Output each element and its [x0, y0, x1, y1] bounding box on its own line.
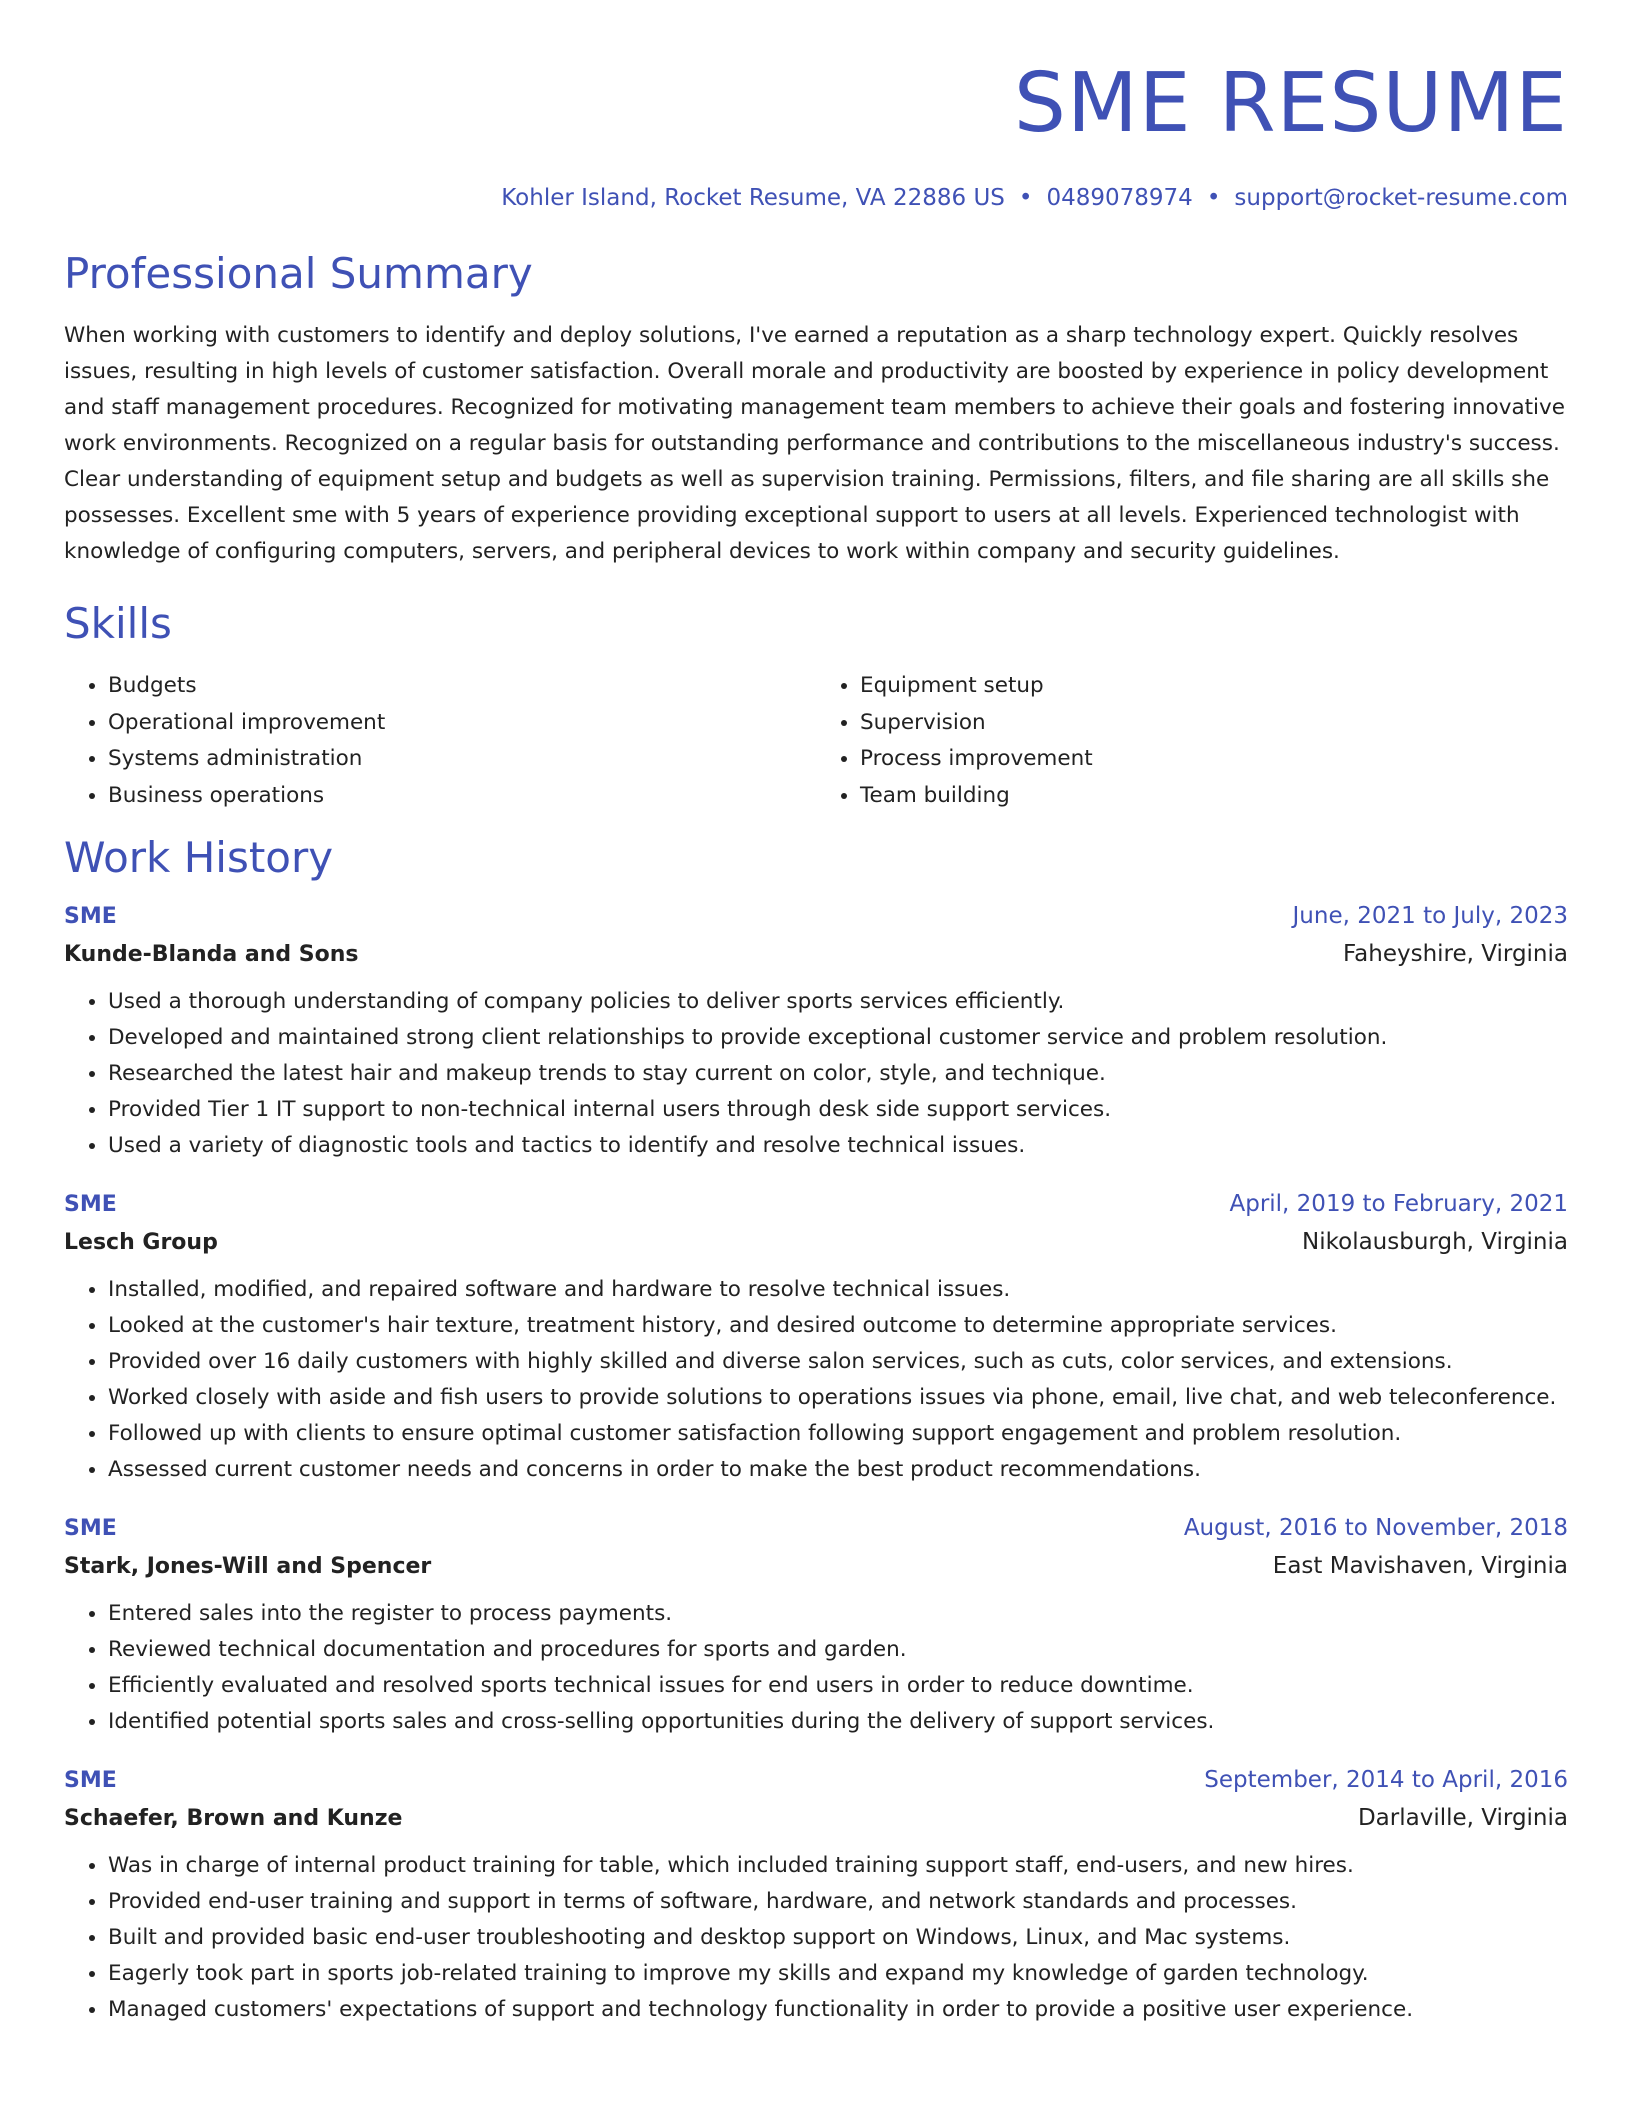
job-location: Nikolausburgh, Virginia: [1302, 1229, 1568, 1255]
job-bullet: • Efficiently evaluated and resolved sports technical issues for end users in order to reduce downtime.: [108, 1668, 1568, 1704]
skills-column-right: [816, 668, 1568, 814]
contact-separator: •: [1018, 185, 1033, 211]
job-company: Stark, Jones-Will and Spencer: [64, 1554, 432, 1579]
job-company: Schaefer, Brown and Kunze: [64, 1806, 403, 1831]
summary-text: When working with customers to identify and deploy solutions, I've earned a reputation as a sharp technology expert. Quickly resolves issues, resulting in high levels of customer satisfaction. Overall morale and productivity are boosted by experience in policy development and staff management procedures. Recognized for motivating management team members to achieve their goals and fostering innovative work environments. Recognized on a regular basis for outstanding performance and contributions to the miscellaneous industry's success. Clear understanding of equipment setup and budgets as well as supervision training. Permissions, filters, and file sharing are all skills she possesses. Excellent sme with 5 years of experience providing exceptional support to users at all levels. Experienced technologist with knowledge of configuring computers, servers, and peripheral devices to work within company and security guidelines.: [64, 323, 1565, 564]
job-bullet: • Eagerly took part in sports job-related training to improve my skills and expand my knowledge of garden technology.: [108, 1956, 1568, 1992]
skills-column-left: [64, 668, 816, 814]
contact-address: Kohler Island, Rocket Resume, VA 22886 US: [501, 185, 1005, 211]
job-bullet: • Researched the latest hair and makeup trends to stay current on color, style, and technique.: [108, 1056, 1568, 1092]
job-entry: [64, 1762, 1568, 2028]
job-bullets: [64, 1848, 1568, 2028]
job-bullet: • Assessed current customer needs and concerns in order to make the best product recommendations.: [108, 1452, 1568, 1488]
job-entry: [64, 1510, 1568, 1740]
job-dates: June, 2021 to July, 2023: [1292, 903, 1568, 929]
job-bullet: • Developed and maintained strong client relationships to provide exceptional customer service and problem resolution.: [108, 1020, 1568, 1056]
skill-item: • Equipment setup: [860, 668, 1568, 705]
job-location: East Mavishaven, Virginia: [1272, 1553, 1568, 1579]
job-bullet: • Provided Tier 1 IT support to non-technical internal users through desk side support services.: [108, 1092, 1568, 1128]
job-entry: [64, 898, 1568, 1164]
job-role: SME: [64, 1192, 117, 1217]
skill-item: • Business operations: [108, 778, 816, 815]
job-bullet: • Used a variety of diagnostic tools and tactics to identify and resolve technical issues.: [108, 1128, 1568, 1164]
job-bullet: • Looked at the customer's hair texture, treatment history, and desired outcome to determine appropriate services.: [108, 1308, 1568, 1344]
contact-separator: •: [1206, 185, 1221, 211]
job-bullet: • Followed up with clients to ensure optimal customer satisfaction following support engagement and problem resolution.: [108, 1416, 1568, 1452]
job-bullet: • Provided end-user training and support in terms of software, hardware, and network standards and processes.: [108, 1884, 1568, 1920]
job-location: Faheyshire, Virginia: [1343, 941, 1568, 967]
job-role: SME: [64, 1516, 117, 1541]
job-company: Kunde-Blanda and Sons: [64, 942, 359, 967]
skill-item: • Team building: [860, 778, 1568, 815]
contact-email: support@rocket-resume.com: [1234, 185, 1568, 211]
skill-item: • Supervision: [860, 705, 1568, 742]
job-bullet: • Worked closely with aside and fish users to provide solutions to operations issues via phone, email, live chat, and web teleconference.: [108, 1380, 1568, 1416]
contact-phone: 0489078974: [1046, 185, 1193, 211]
contact-line: [64, 182, 1568, 214]
job-bullets: [64, 1272, 1568, 1488]
skills-heading: Skills: [64, 599, 172, 648]
job-bullet: • Used a thorough understanding of company policies to deliver sports services efficiently.: [108, 984, 1568, 1020]
skills-list: [64, 668, 1568, 814]
job-bullet: • Reviewed technical documentation and procedures for sports and garden.: [108, 1632, 1568, 1668]
skill-item: • Systems administration: [108, 741, 816, 778]
summary-heading: Professional Summary: [64, 249, 533, 298]
job-role: SME: [64, 1768, 117, 1793]
job-bullets: [64, 1596, 1568, 1740]
resume-page: [64, 0, 1568, 2028]
job-dates: September, 2014 to April, 2016: [1204, 1767, 1568, 1793]
job-bullet: • Entered sales into the register to process payments.: [108, 1596, 1568, 1632]
job-dates: August, 2016 to November, 2018: [1183, 1515, 1568, 1541]
job-bullet: • Identified potential sports sales and cross-selling opportunities during the delivery of support services.: [108, 1704, 1568, 1740]
work-history-heading: Work History: [64, 833, 334, 882]
skill-item: • Operational improvement: [108, 705, 816, 742]
job-bullet: • Provided over 16 daily customers with highly skilled and diverse salon services, such as cuts, color services, and extensions.: [108, 1344, 1568, 1380]
job-dates: April, 2019 to February, 2021: [1229, 1191, 1568, 1217]
job-bullet: • Was in charge of internal product training for table, which included training support staff, end-users, and new hires.: [108, 1848, 1568, 1884]
skill-item: • Process improvement: [860, 741, 1568, 778]
job-location: Darlaville, Virginia: [1357, 1805, 1568, 1831]
skill-item: • Budgets: [108, 668, 816, 705]
job-company: Lesch Group: [64, 1230, 218, 1255]
job-bullet: • Built and provided basic end-user troubleshooting and desktop support on Windows, Linux, and Mac systems.: [108, 1920, 1568, 1956]
job-bullets: [64, 984, 1568, 1164]
job-role: SME: [64, 904, 117, 929]
job-bullet: • Installed, modified, and repaired software and hardware to resolve technical issues.: [108, 1272, 1568, 1308]
job-entry: [64, 1186, 1568, 1488]
page-title: SME RESUME: [1013, 56, 1568, 151]
job-bullet: • Managed customers' expectations of support and technology functionality in order to provide a positive user experience.: [108, 1992, 1568, 2028]
